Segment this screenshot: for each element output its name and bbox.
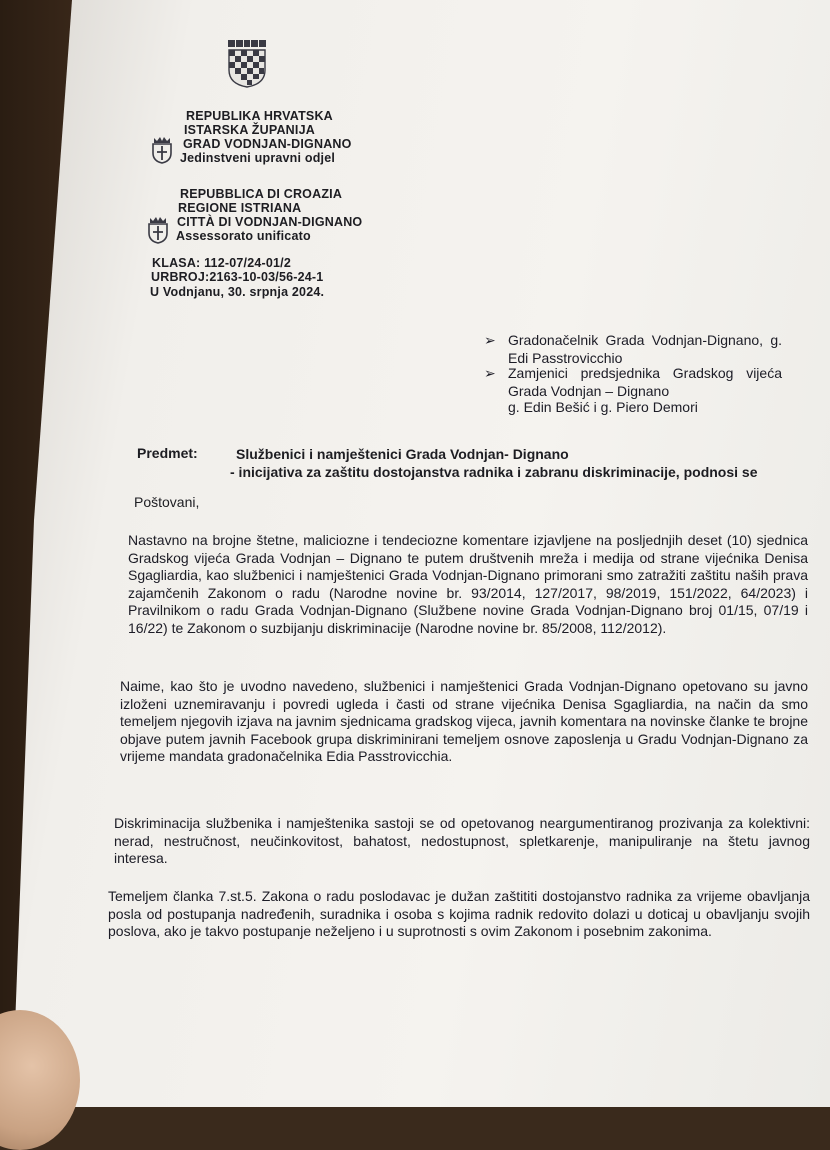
header-it-line4: Assessorato unificato (176, 229, 311, 243)
recipient-2-names: g. Edin Bešić i g. Piero Demori (508, 399, 698, 415)
recipient-1-text: Gradonačelnik Grada Vodnjan-Dignano, g. Edi Passtrovicchio (508, 332, 782, 366)
header-hr-line3: GRAD VODNJAN-DIGNANO (183, 137, 352, 151)
subject-line1: Službenici i namještenici Grada Vodnjan- Dignano (236, 446, 569, 462)
header-hr-line2: ISTARSKA ŽUPANIJA (184, 123, 315, 137)
paragraph-2: Naime, kao što je uvodno navedeno, službenici i namještenici Grada Vodnjan-Dignano opetovano su javno izloženi uznemiravanju i povredi ugleda i časti od strane vijećnika Denisa Sgagliardia, na način da smo temeljem njegovih izjava na javnim sjednicama gradskog vijeca, javnih komentara na novinske članke te brojne objave putem javnih Facebook grupa diskriminirani temeljem osnove zaposlenja u Gradu Vodnjan-Dignano za vrijeme mandata gradonačelnika Edia Passtrovicchia. (120, 678, 808, 765)
subject-label: Predmet: (137, 445, 198, 461)
date: U Vodnjanu, 30. srpnja 2024. (150, 285, 325, 299)
city-emblem-icon (150, 136, 174, 164)
urbroj: URBROJ:2163-10-03/56-24-1 (151, 270, 324, 284)
header-it-line2: REGIONE ISTRIANA (178, 201, 302, 215)
header-it-line3: CITTÀ DI VODNJAN-DIGNANO (177, 215, 363, 229)
header-hr-line4: Jedinstveni upravni odjel (180, 151, 336, 165)
paragraph-1: Nastavno na brojne štetne, maliciozne i tendeciozne komentare izjavljene na posljednjih deset (10) sjednica Gradskog vijeća Grada Vodnjan – Dignano te putem društvenih mreža i medija od strane vijećnika Denisa Sgagliardia, kao službenici i namještenici Grada Vodnjan-Dignano primorani smo zatražiti zaštitu naših prava zajamčenih Zakonom o radu (Narodne novine br. 93/2014, 127/2017, 98/2019, 151/2022, 64/2023) i Pravilnikom o radu Grada Vodnjan-Dignano (Službene novine Grada Vodnjan-Dignano broj 01/15, 07/19 i 16/22) te Zakonom o suzbijanju diskriminacije (Narodne novine br. 85/2008, 112/2012). (128, 532, 808, 636)
arrow-bullet-icon: ➢ (484, 365, 496, 381)
croatian-coat-of-arms-icon (227, 40, 267, 88)
klasa: KLASA: 112-07/24-01/2 (152, 256, 291, 270)
salutation: Poštovani, (134, 494, 200, 510)
paragraph-3: Diskriminacija službenika i namještenika sastoji se od opetovanog neargumentiranog prozivanja za kolektivni: nerad, nestručnost, neučinkovitost, bahatost, nedostupnost, spletkarenje, manipuliranje na štetu javnog interesa. (114, 815, 810, 867)
city-emblem-icon (146, 216, 170, 244)
subject-line2: - inicijativa za zaštitu dostojanstva radnika i zabranu diskriminacije, podnosi se (230, 464, 758, 480)
arrow-bullet-icon: ➢ (484, 332, 496, 348)
header-it-line1: REPUBBLICA DI CROAZIA (180, 187, 343, 201)
header-hr-line1: REPUBLIKA HRVATSKA (186, 109, 333, 123)
paragraph-4: Temeljem članka 7.st.5. Zakona o radu poslodavac je dužan zaštititi dostojanstvo radnika za vrijeme obavljanja posla od postupanja nadređenih, suradnika i osoba s kojima radnik redovito dolazi u doticaj u obavljanju svojih poslova, ako je takvo postupanje neželjeno i u suprotnosti s ovim Zakonom i posebnim zakonima. (108, 888, 810, 940)
recipient-2-text: Zamjenici predsjednika Gradskog vijeća Grada Vodnjan – Dignano (508, 365, 782, 399)
